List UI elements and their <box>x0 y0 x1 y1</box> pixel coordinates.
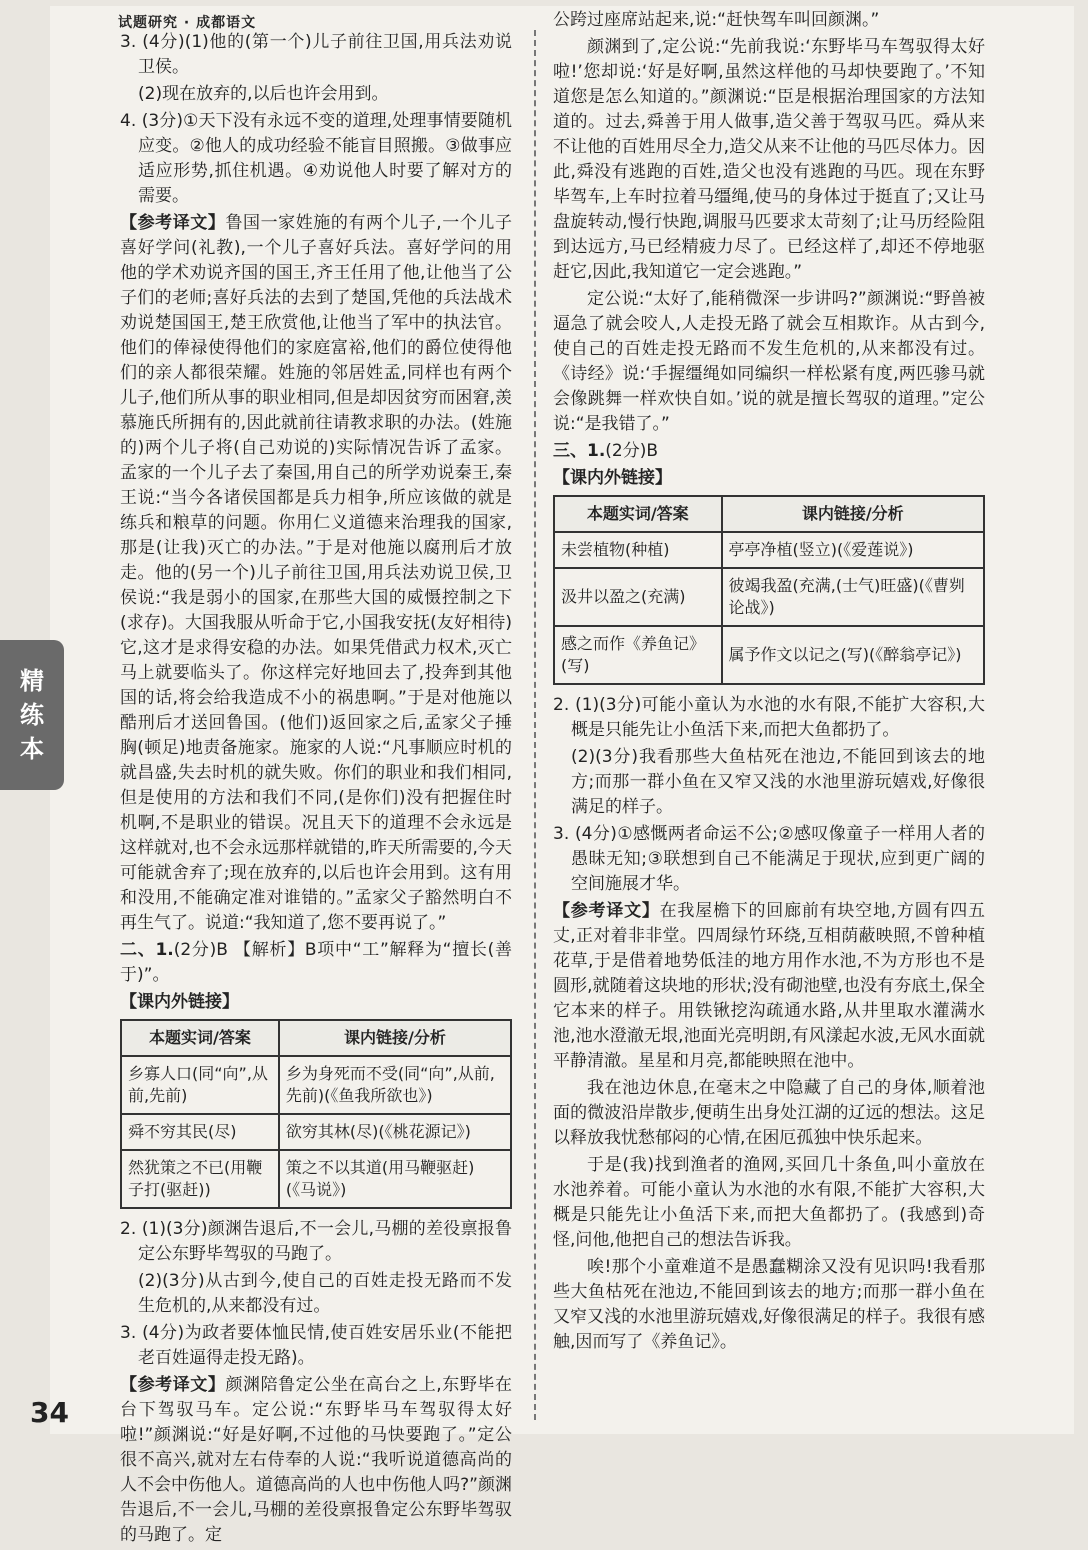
translation-paragraph: 颜渊到了,定公说:“先前我说:‘东野毕马车驾驭得太好啦!’您却说:‘好是好啊,虽然这样他的马却快要跑了。’不知道您是怎么知道的。”颜渊说:“臣是根据治理国家的方法知道的。过去,舜善于用人做事,造父善于驾驭马匹。舜从来不让他的百姓用尽全力,造父从来不让他的马匹尽体力。因此,舜没有逃跑的百姓,造父也没有逃跑的马匹。现在东野毕驾车,上车时拉着马缰绳,使马的身体过于挺直了;又让马盘旋转动,慢行快跑,调服马匹要求太苛刻了;让马历经险阻到达远方,马已经精疲力尽了。已经这样了,却还不停地驱赶它,因此,我知道它一定会逃跑。” <box>553 37 985 282</box>
table-header-cell: 本题实词/答案 <box>554 496 722 532</box>
side-label-char: 精 <box>20 667 44 695</box>
table-header-cell: 课内链接/分析 <box>722 496 984 532</box>
table-row <box>554 532 984 568</box>
translation-paragraph: 我在池边休息,在毫末之中隐藏了自己的身体,顺着池面的微波沿岸散步,便萌生出身处江湖的辽远的想法。这足以释放我忧愁郁闷的心情,在困厄孤独中快乐起来。 <box>553 1078 985 1148</box>
table-row <box>121 1150 511 1208</box>
table-cell: 属予作文以记之(写)(《醉翁亭记》) <box>722 626 984 684</box>
translation-3 <box>553 899 985 1074</box>
link-table <box>120 1019 512 1209</box>
link-table <box>553 495 985 685</box>
section3-q3: 3. (4分)①感慨两者命运不公;②感叹像童子一样用人者的愚昧无知;③联想到自己不能满足于现状,应到更广阔的空间施展才华。 <box>553 824 985 894</box>
left-column <box>120 30 512 1550</box>
table-cell: 乡寡人口(同“向”,从前,先前) <box>121 1056 279 1114</box>
table-cell: 然犹策之不已(用鞭子打(驱赶)) <box>121 1150 279 1208</box>
section2-q1-text: (2分)B 【解析】B项中“工”解释为“擅长(善于)”。 <box>120 940 512 985</box>
table-row <box>121 1056 511 1114</box>
section3-q2-part1: 2. (1)(3分)可能小童认为水池的水有限,不能扩大容积,大概是只能先让小鱼活下来,而把大鱼都扔了。 <box>553 695 985 740</box>
translation-tag: 【参考译文】 <box>120 1375 226 1395</box>
table-cell: 亭亭净植(竖立)(《爱莲说》) <box>722 532 984 568</box>
section3-q1 <box>553 439 985 464</box>
side-label-char: 练 <box>20 701 44 729</box>
table-cell: 未尝植物(种植) <box>554 532 722 568</box>
translation-paragraph: 定公说:“太好了,能稍微深一步讲吗?”颜渊说:“野兽被逼急了就会咬人,人走投无路了就会互相欺诈。从古到今,使自己的百姓走投无路而不发生危机的,从来都没有过。《诗经》说:‘手握缰绳如同编织一样松紧有度,两匹骖马就会像跳舞一样欢快自如。’说的就是擅长驾驭的道理。”定公说:“是我错了。” <box>553 289 985 434</box>
table-cell: 感之而作《养鱼记》(写) <box>554 626 722 684</box>
table-header-row <box>554 496 984 532</box>
section3-q1-number: 三、1. <box>553 441 606 461</box>
answer-q3-part2: (2)现在放弃的,以后也许会用到。 <box>138 84 389 104</box>
link-heading: 【课内外链接】 <box>120 992 239 1012</box>
section2-q1 <box>120 938 512 988</box>
right-column <box>553 8 985 1357</box>
section2-q2-part1: 2. (1)(3分)颜渊告退后,不一会儿,马棚的差役禀报鲁定公东野毕驾驭的马跑了。 <box>120 1219 512 1264</box>
translation-2 <box>120 1373 512 1548</box>
section2-q1-number: 二、1. <box>120 940 174 960</box>
section2-q2-part2: (2)(3分)从古到今,使自己的百姓走投无路而不发生危机的,从来都没有过。 <box>138 1271 512 1316</box>
section3-q1-text: (2分)B <box>605 441 659 461</box>
translation-1 <box>120 211 512 936</box>
translation-text: 鲁国一家姓施的有两个儿子,一个儿子喜好学问(礼教),一个儿子喜好兵法。喜好学问的用他的学术劝说齐国的国王,齐王任用了他,让他当了公子们的老师;喜好兵法的去到了楚国,凭他的兵法战术劝说楚国国王,楚王欣赏他,让他当了军中的执法官。他们的俸禄使得他们的家庭富裕,他们的爵位使得他们的亲人都很荣耀。姓施的邻居姓孟,同样也有两个儿子,他们所从事的职业相同,但是却因贫穷而困窘,羡慕施氏所拥有的,因此就前往请教求职的办法。(姓施的)两个儿子将(自己劝说的)实际情况告诉了孟家。孟家的一个儿子去了秦国,用自己的所学劝说秦王,秦王说:“当今各诸侯国都是兵力相争,所应该做的就是练兵和粮草的问题。你用仁义道德来治理我的国家,那是(让我)灭亡的办法。”于是对他施以腐刑后才放走。他的(另一个)儿子前往卫国,用兵法劝说卫侯,卫侯说:“我是弱小的国家,在那些大国的威慑控制之下(求存)。大国我服从听命于它,小国我安抚(友好相待)它,这才是求得安稳的办法。如果凭借武力权术,灭亡马上就要临头了。你这样完好地回去了,投奔到其他国的话,将会给我造成不小的祸患啊。”于是对他施以酷刑后才送回鲁国。(他们)返回家之后,孟家父子捶胸(顿足)地责备施家。施家的人说:“凡事顺应时机的就昌盛,失去时机的就失败。你们的职业和我们相同,但是使用的方法和我们不同,(是你们)没有把握住时机啊,不是职业的错误。况且天下的道理不会永远是这样就对,也不会永远那样就错的,昨天所需要的,今天可能就舍弃了;现在放弃的,以后也许会用到。这有用和没用,不能确定准对谁错的。”孟家父子豁然明白不再生气了。说道:“我知道了,您不要再说了。” <box>120 213 512 933</box>
translation-continued: 公跨过座席站起来,说:“赶快驾车叫回颜渊。” <box>553 10 880 30</box>
translation-tag: 【参考译文】 <box>120 213 226 233</box>
page-number: 34 <box>30 1396 69 1429</box>
translation-text: 颜渊陪鲁定公坐在高台之上,东野毕在台下驾驭马车。定公说:“东野毕马车驾驭得太好啦!”颜渊说:“好是好啊,不过他的马快要跑了。”定公很不高兴,就对左右侍奉的人说:“我听说道德高尚的人不会中伤他人。道德高尚的人也中伤他人吗?”颜渊告退后,不一会儿,马棚的差役禀报鲁定公东野毕驾驭的马跑了。定 <box>120 1375 512 1545</box>
side-label-tab <box>0 640 64 790</box>
table-header-cell: 本题实词/答案 <box>121 1020 279 1056</box>
table-row <box>554 626 984 684</box>
table-cell: 乡为身死而不受(同“向”,从前,先前)(《鱼我所欲也》) <box>279 1056 511 1114</box>
table-cell: 欲穷其林(尽)(《桃花源记》) <box>279 1114 511 1150</box>
section3-q2-part2: (2)(3分)我看那些大鱼枯死在池边,不能回到该去的地方;而那一群小鱼在又窄又浅的水池里游玩嬉戏,好像很满足的样子。 <box>571 747 985 817</box>
table-cell: 舜不穷其民(尽) <box>121 1114 279 1150</box>
section2-q3: 3. (4分)为政者要体恤民情,使百姓安居乐业(不能把老百姓逼得走投无路)。 <box>120 1323 512 1368</box>
running-header: 试题研究 · 成都语文 <box>118 15 257 31</box>
translation-tag: 【参考译文】 <box>553 901 660 921</box>
table-header-row <box>121 1020 511 1056</box>
column-divider <box>534 30 536 1420</box>
table-cell: 彼竭我盈(充满,(士气)旺盛)(《曹刿论战》) <box>722 568 984 626</box>
answer-q3: 3. (4分)(1)他的(第一个)儿子前往卫国,用兵法劝说卫侯。 <box>120 32 512 77</box>
answer-q4: 4. (3分)①天下没有永远不变的道理,处理事情要随机应变。②他人的成功经验不能盲目照搬。③做事应适应形势,抓住机遇。④劝说他人时要了解对方的需要。 <box>120 111 512 206</box>
link-heading: 【课内外链接】 <box>553 468 672 488</box>
table-row <box>554 568 984 626</box>
table-row <box>121 1114 511 1150</box>
table-cell: 汲井以盈之(充满) <box>554 568 722 626</box>
side-label-char: 本 <box>20 735 44 763</box>
translation-text: 在我屋檐下的回廊前有块空地,方圆有四五丈,正对着非非堂。四周绿竹环绕,互相荫蔽映照,不曾种植花草,于是借着地势低洼的地方用作水池,不为方形也不是圆形,就随着这块地的形状;没有砌池壁,也没有夯底土,保全它本来的样子。用铁锹挖沟疏通水路,从井里取水灌满水池,池水澄澈无垠,池面光亮明朗,有风漾起水波,无风水面就平静清澈。星星和月亮,都能映照在池中。 <box>553 901 986 1071</box>
table-cell: 策之不以其道(用马鞭驱赶)(《马说》) <box>279 1150 511 1208</box>
translation-paragraph: 唉!那个小童难道不是愚蠢糊涂又没有见识吗!我看那些大鱼枯死在池边,不能回到该去的地方;而那一群小鱼在又窄又浅的水池里游玩嬉戏,好像很满足的样子。我很有感触,因而写了《养鱼记》。 <box>553 1257 985 1352</box>
translation-paragraph: 于是(我)找到渔者的渔网,买回几十条鱼,叫小童放在水池养着。可能小童认为水池的水有限,不能扩大容积,大概是只能先让小鱼活下来,而把大鱼都扔了。(我感到)奇怪,问他,他把自己的想法告诉我。 <box>553 1155 985 1250</box>
table-header-cell: 课内链接/分析 <box>279 1020 511 1056</box>
